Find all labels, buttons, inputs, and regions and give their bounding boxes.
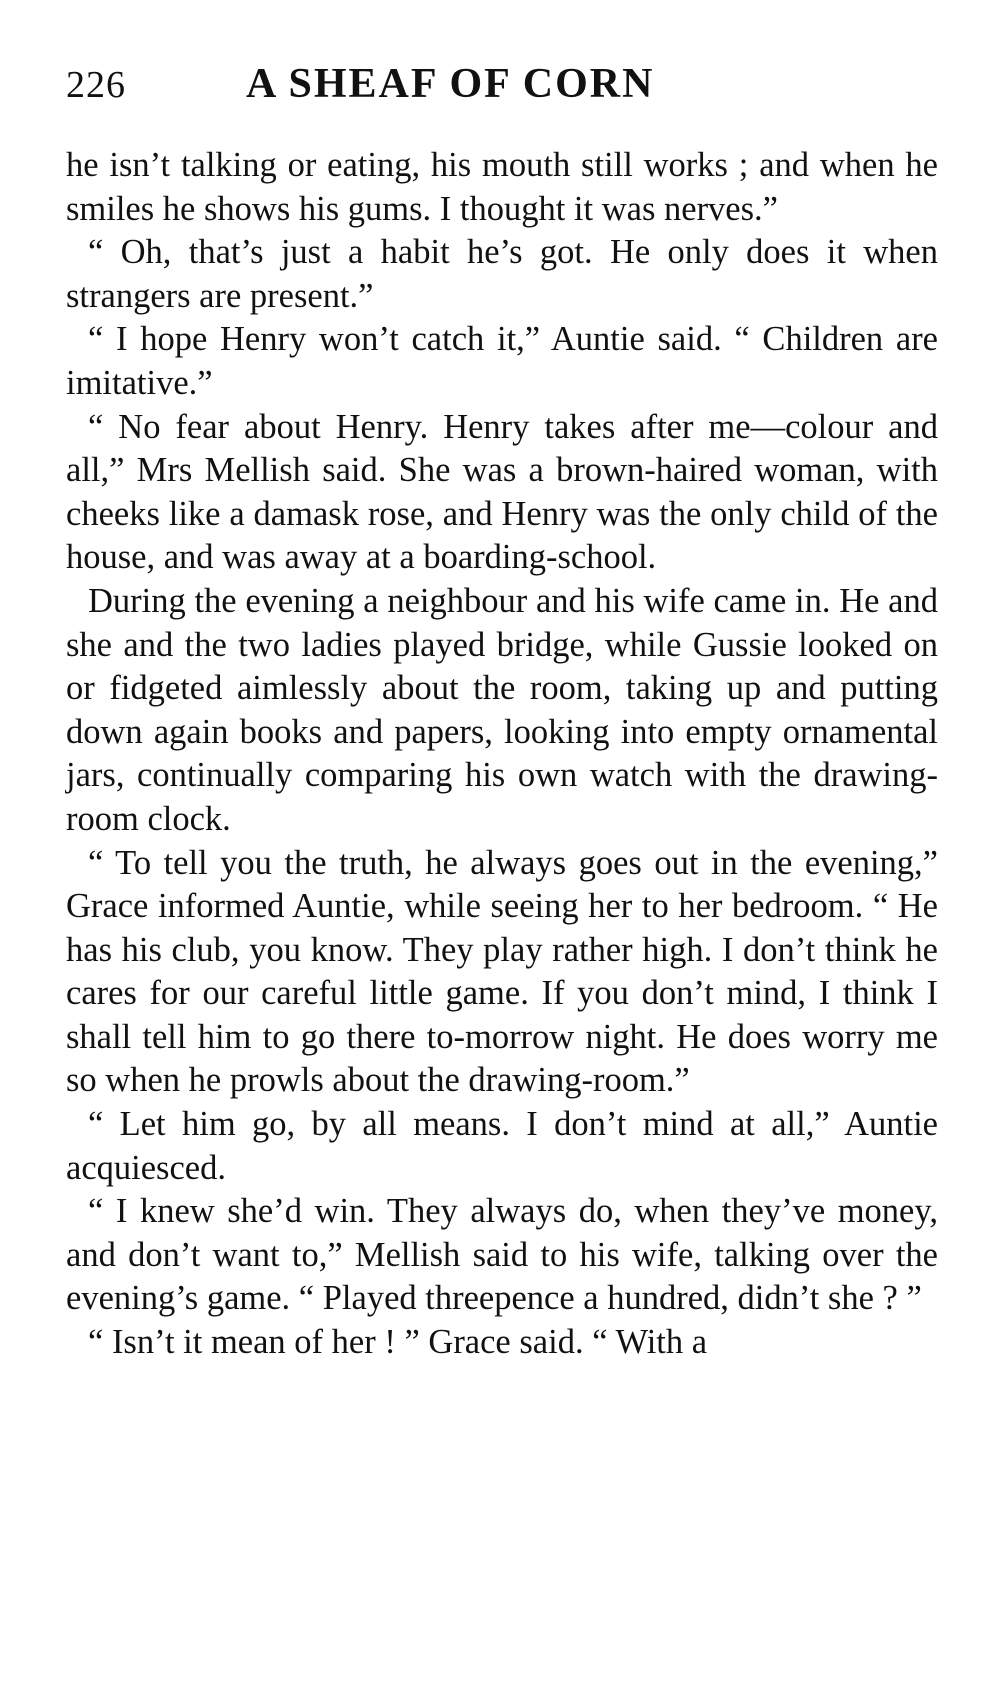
paragraph-8: “ I knew she’d win. They always do, when they’ve money, and don’t want to,” Mellish said to his wife, talking over the evening’s game. “ Played threepence a hundred, didn’t she ? ”: [66, 1192, 938, 1318]
running-title: A SHEAF OF CORN: [246, 61, 655, 107]
paragraph-7: “ Let him go, by all means. I don’t mind at all,” Auntie acquiesced.: [66, 1105, 938, 1187]
paragraph-5: During the evening a neighbour and his wife came in. He and she and the two ladies played bridge, while Gussie looked on or fidgeted aimlessly about the room, taking up and putting down again books and papers, looking into empty ornamental jars, continually comparing his own watch with the drawing-room clock.: [66, 581, 938, 838]
page-number: 226: [66, 64, 126, 106]
page-header: [66, 60, 938, 130]
paragraph-3: “ I hope Henry won’t catch it,” Auntie said. “ Children are imitative.”: [66, 320, 938, 402]
paragraph-9: “ Isn’t it mean of her ! ” Grace said. “ With a: [88, 1323, 708, 1362]
paragraph-4: “ No fear about Henry. Henry takes after me—colour and all,” Mrs Mellish said. She was a brown-haired woman, with cheeks like a damask rose, and Henry was the only child of the house, and was away at a boarding-school.: [66, 407, 938, 577]
paragraph-6: “ To tell you the truth, he always goes out in the evening,” Grace informed Auntie, while seeing her to her bedroom. “ He has his club, you know. They play rather high. I don’t think he cares for our careful little game. If you don’t mind, I think I shall tell him to go there to-morrow night. He does worry me so when he prowls about the drawing-room.”: [66, 843, 938, 1100]
paragraph-2: “ Oh, that’s just a habit he’s got. He only does it when strangers are present.”: [66, 233, 938, 315]
paragraph-1: he isn’t talking or eating, his mouth still works ; and when he smiles he shows his gums. I thought it was nerves.”: [66, 146, 938, 228]
book-page: [66, 60, 938, 1365]
body-text: [66, 144, 938, 1365]
